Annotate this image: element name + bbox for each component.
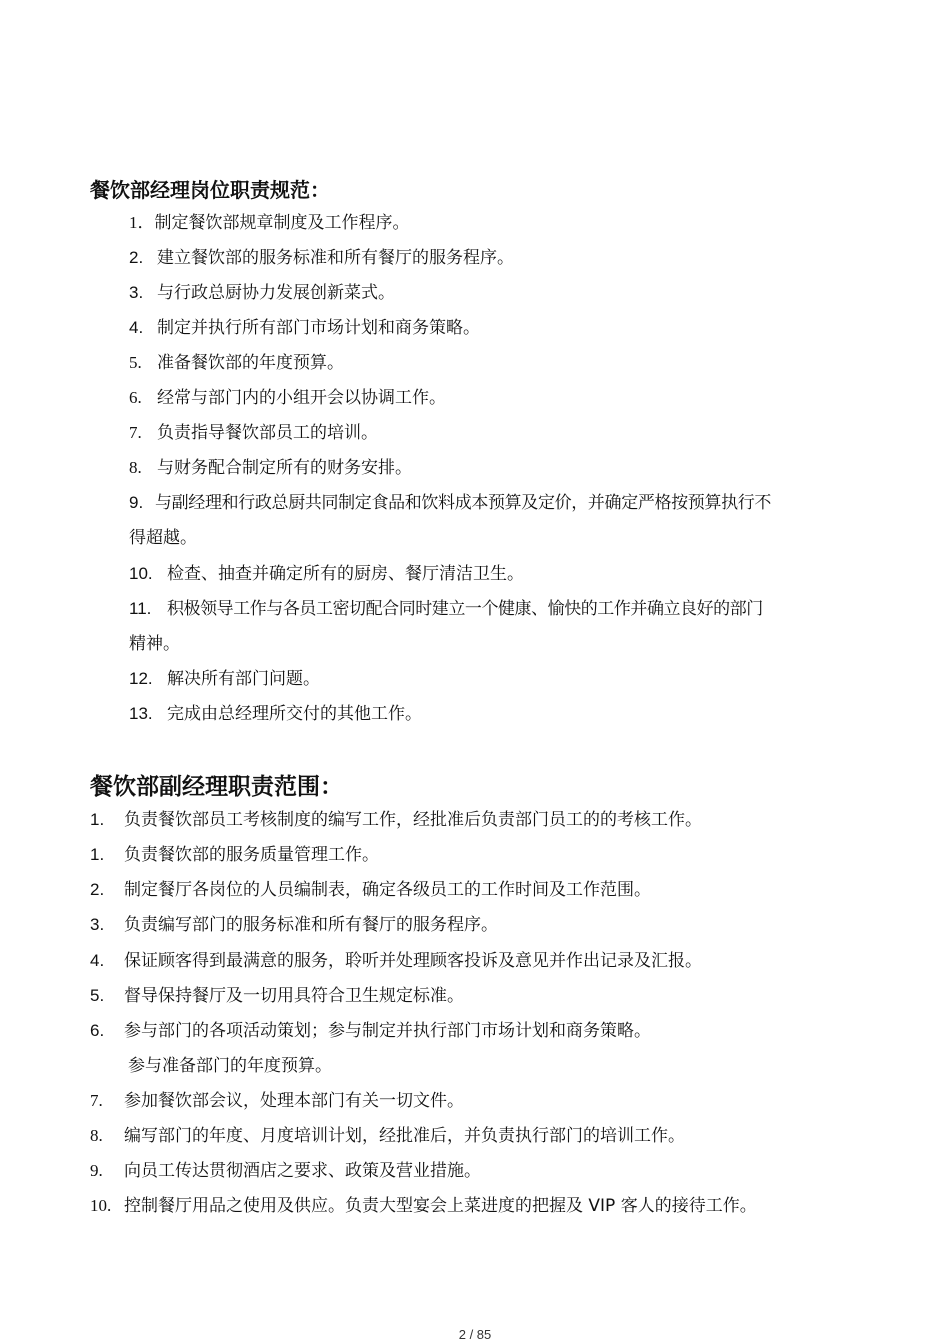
list-item (90, 951, 702, 971)
item-number: 9. (90, 1161, 103, 1180)
item-text: 编写部门的年度、月度培训计划，经批准后，并负责执行部门的培训工作。 (124, 1126, 685, 1146)
item-text: 负责餐饮部员工考核制度的编写工作，经批准后负责部门员工的的考核工作。 (124, 810, 702, 830)
list-item (129, 564, 524, 584)
item-number: 6. (90, 1021, 105, 1040)
item-text: 制定并执行所有部门市场计划和商务策略。 (157, 318, 480, 338)
list-item (129, 283, 395, 303)
list-item (90, 1126, 685, 1146)
item-text: 负责编写部门的服务标准和所有餐厅的服务程序。 (124, 915, 498, 935)
list-item (90, 880, 651, 900)
item-text: 制定餐厅各岗位的人员编制表，确定各级员工的工作时间及工作范围。 (124, 880, 651, 900)
list-item (129, 318, 480, 338)
item-number: 4. (129, 318, 144, 337)
section-2-title: 餐饮部副经理职责范围： (90, 774, 343, 800)
item-text: 控制餐厅用品之使用及供应。负责大型宴会上菜进度的把握及 VIP 客人的接待工作。 (124, 1196, 757, 1216)
list-item (129, 599, 763, 619)
list-item-continuation: 参与准备部门的年度预算。 (128, 1056, 332, 1076)
item-number: 2. (90, 880, 105, 899)
item-number: 1． (129, 213, 155, 232)
item-text: 经常与部门内的小组开会以协调工作。 (157, 388, 446, 408)
section-1-title: 餐饮部经理岗位职责规范： (90, 178, 330, 202)
item-number: 2. (129, 248, 144, 267)
list-item (129, 213, 410, 233)
list-item (129, 423, 378, 443)
item-text: 制定餐饮部规章制度及工作程序。 (154, 213, 410, 233)
item-text: 与副经理和行政总厨共同制定食品和饮料成本预算及定价，并确定严格按预算执行不 (155, 493, 772, 513)
item-number: 7. (90, 1091, 103, 1110)
item-text: 与财务配合制定所有的财务安排。 (157, 458, 412, 478)
item-number: 1. (90, 845, 105, 864)
list-item (129, 353, 344, 373)
item-number: 9. (129, 493, 144, 512)
list-item (129, 388, 446, 408)
item-text: 负责餐饮部的服务质量管理工作。 (124, 845, 379, 865)
list-item (90, 1161, 481, 1181)
item-text: 解决所有部门问题。 (167, 669, 320, 689)
list-item-continuation: 得超越。 (129, 528, 197, 548)
item-text: 完成由总经理所交付的其他工作。 (167, 704, 422, 724)
list-item-continuation: 精神。 (129, 634, 180, 654)
item-number: 8. (129, 458, 142, 477)
item-number: 7. (129, 423, 142, 442)
item-text: 检查、抽查并确定所有的厨房、餐厅清洁卫生。 (167, 564, 524, 584)
item-text: 参加餐饮部会议，处理本部门有关一切文件。 (124, 1091, 464, 1111)
item-number: 1. (90, 810, 105, 829)
item-number: 5. (90, 986, 105, 1005)
item-number: 10. (129, 564, 153, 583)
item-text: 督导保持餐厅及一切用具符合卫生规定标准。 (124, 986, 464, 1006)
item-number: 12. (129, 669, 153, 688)
list-item (129, 458, 412, 478)
list-item (129, 248, 514, 268)
item-number: 4. (90, 951, 105, 970)
item-text: 参与部门的各项活动策划；参与制定并执行部门市场计划和商务策略。 (124, 1021, 651, 1041)
list-item (90, 810, 702, 830)
item-number: 13. (129, 704, 153, 723)
item-text: 保证顾客得到最满意的服务，聆听并处理顾客投诉及意见并作出记录及汇报。 (124, 951, 702, 971)
item-text: 准备餐饮部的年度预算。 (157, 353, 344, 373)
list-item (90, 1021, 651, 1041)
item-text: 向员工传达贯彻酒店之要求、政策及营业措施。 (124, 1161, 481, 1181)
item-number: 11. (129, 599, 152, 618)
list-item (90, 845, 379, 865)
list-item (90, 1196, 757, 1216)
page-number: 2 / 85 (458, 1327, 492, 1342)
item-number: 5. (129, 353, 142, 372)
list-item (90, 1091, 464, 1111)
item-text: 建立餐饮部的服务标准和所有餐厅的服务程序。 (157, 248, 514, 268)
item-text: 与行政总厨协力发展创新菜式。 (157, 283, 395, 303)
list-item (90, 986, 464, 1006)
list-item (129, 493, 771, 513)
list-item (129, 704, 422, 724)
item-number: 6. (129, 388, 142, 407)
item-number: 3. (90, 915, 105, 934)
item-number: 3. (129, 283, 144, 302)
item-number: 8. (90, 1126, 103, 1145)
list-item (129, 669, 320, 689)
list-item (90, 915, 498, 935)
item-text: 积极领导工作与各员工密切配合同时建立一个健康、愉快的工作并确立良好的部门 (167, 599, 763, 619)
item-text: 负责指导餐饮部员工的培训。 (157, 423, 378, 443)
item-number: 10. (90, 1196, 112, 1215)
